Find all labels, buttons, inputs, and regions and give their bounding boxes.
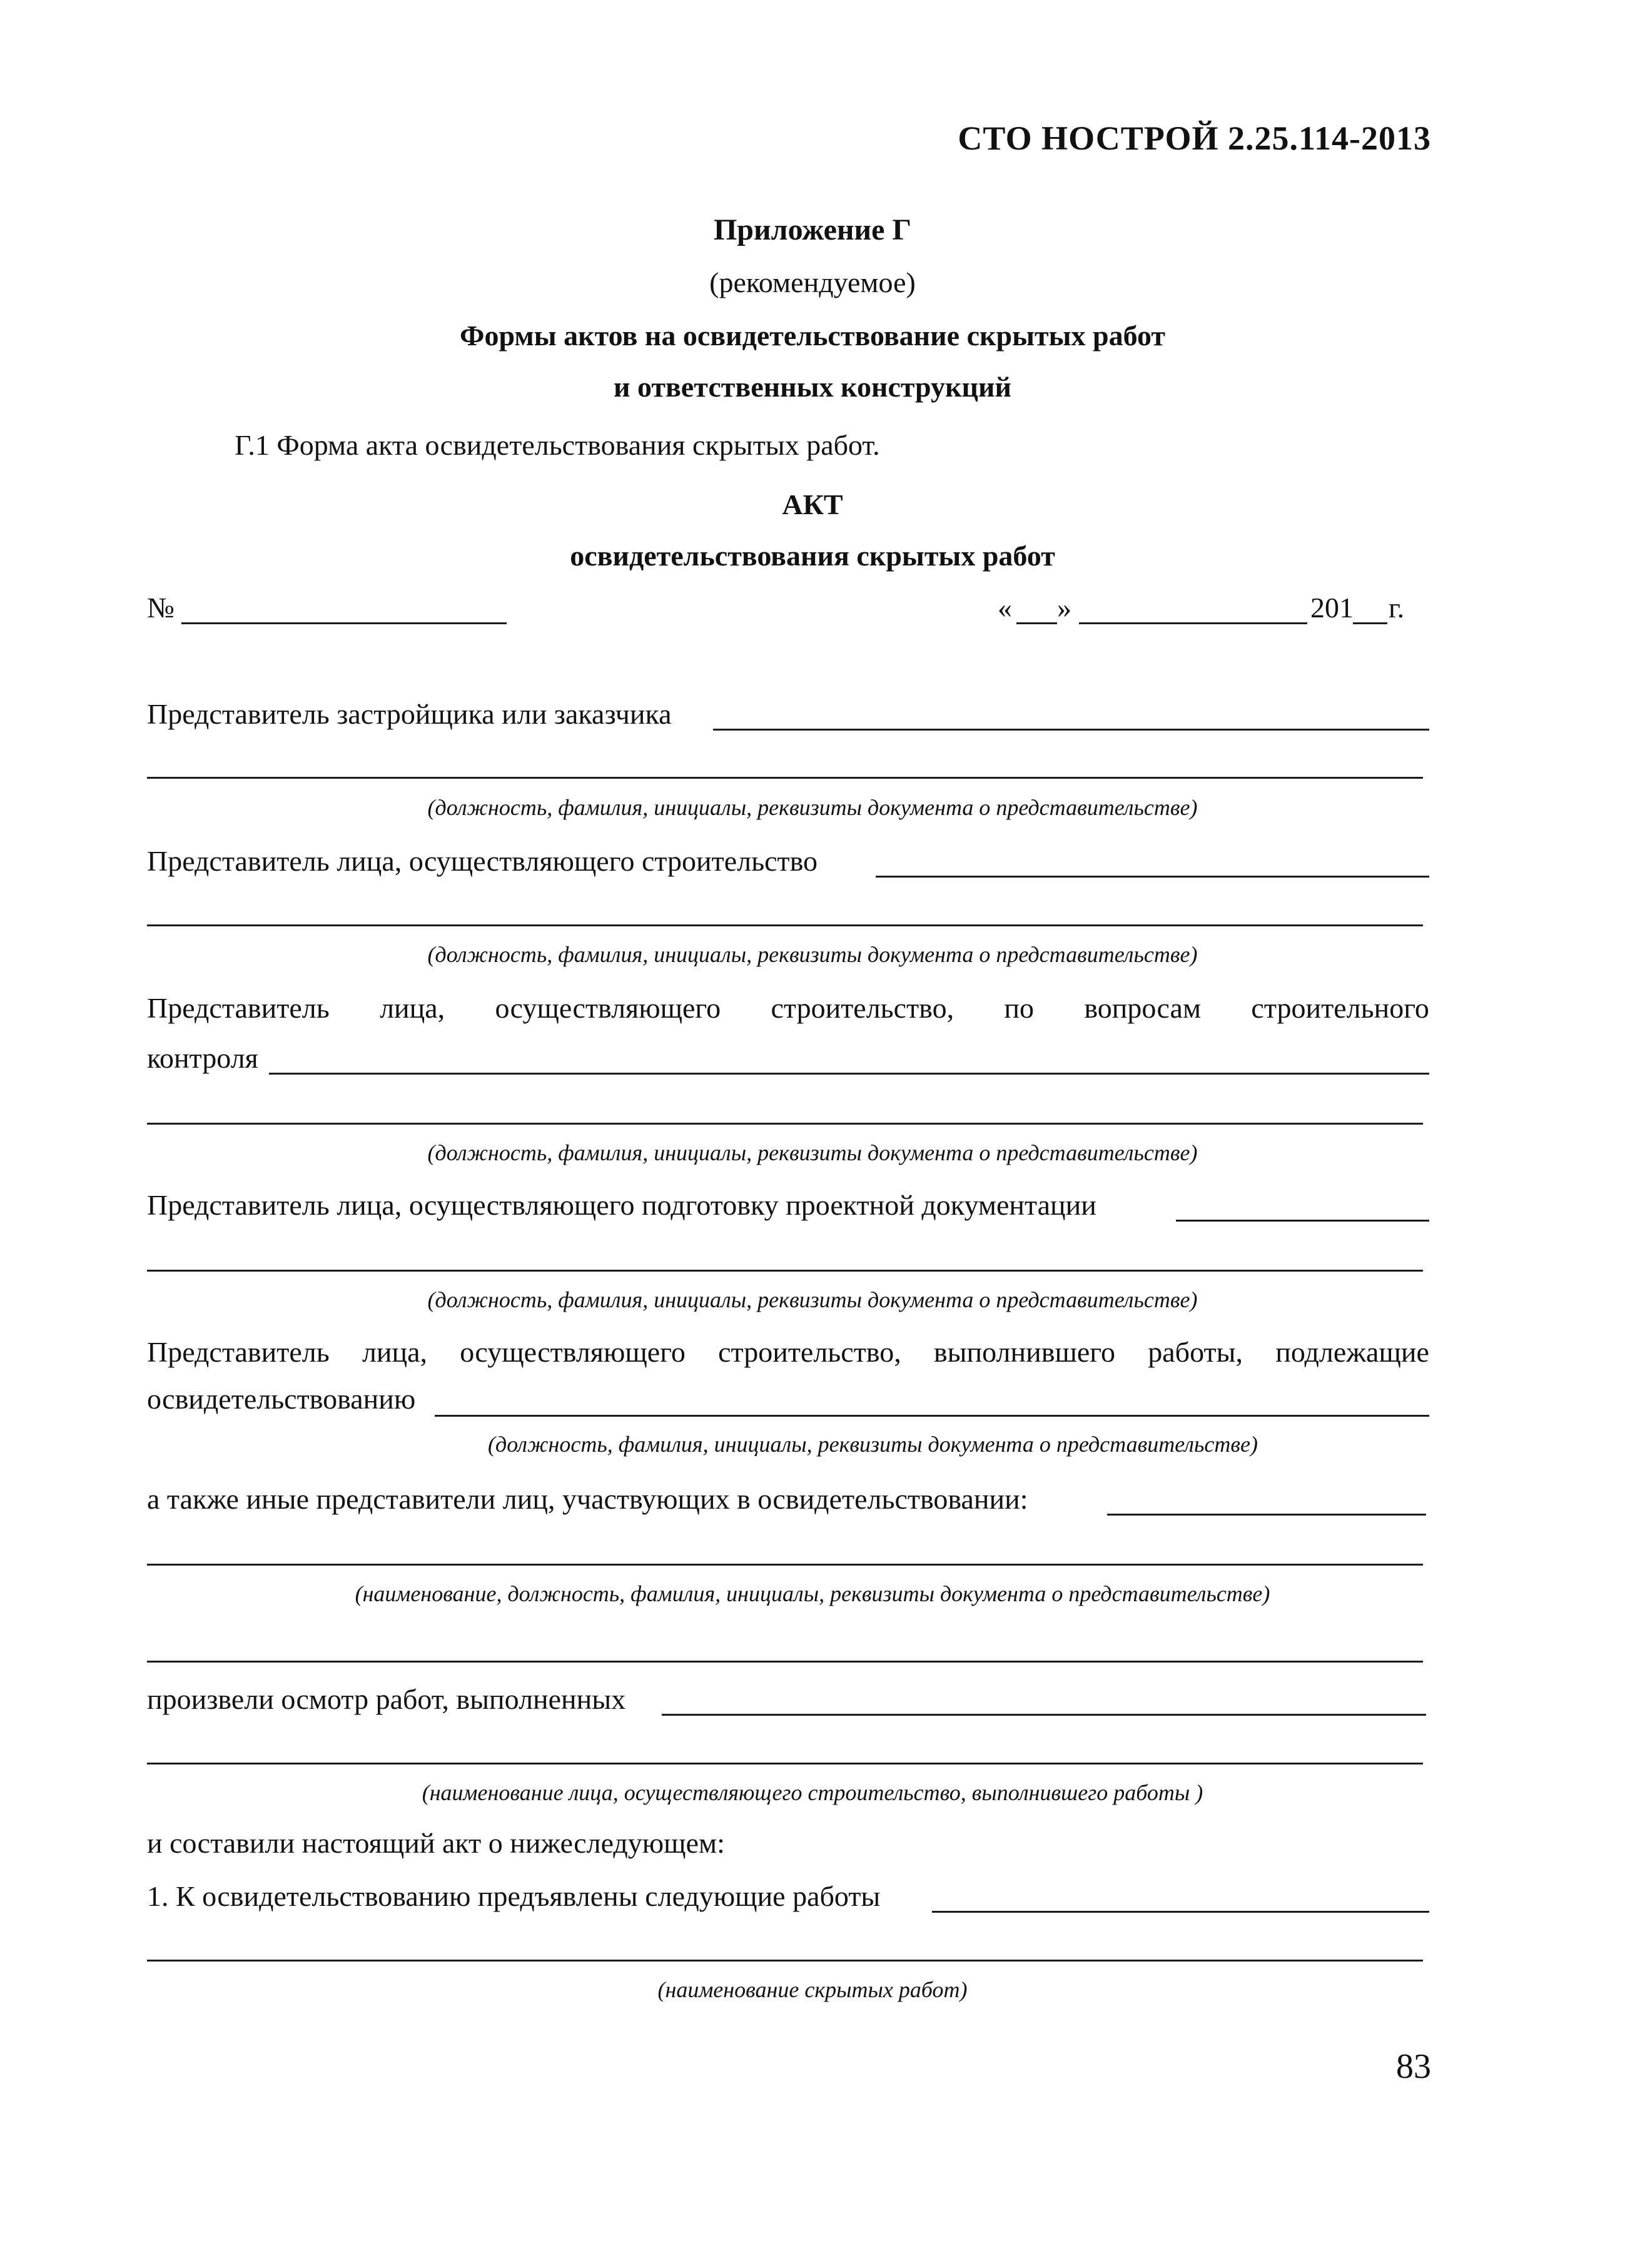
date-year-prefix: 201 [1310,592,1354,624]
performer-rep-label-line1 [147,1335,1429,1369]
control-rep-field-2[interactable] [147,1123,1423,1125]
date-open-quote: « [998,592,1012,624]
word: Представитель [147,992,330,1024]
act-subtitle: освидетельствования скрытых работ [570,540,1055,572]
act-number-field[interactable] [181,622,507,624]
appendix-status: (рекомендуемое) [709,266,916,298]
builder-rep-field[interactable] [876,876,1429,878]
performer-rep-note: (должность, фамилия, инициалы, реквизиты документа о представительстве) [488,1432,1258,1457]
page-number: 83 [1396,2047,1431,2086]
word: осуществляющего [460,1336,686,1368]
date-month-field[interactable] [1079,622,1307,624]
word: работы, [1148,1336,1243,1368]
developer-rep-field-2[interactable] [147,777,1423,779]
builder-rep-field-2[interactable] [147,924,1423,926]
word: строительство, [718,1336,901,1368]
control-rep-note: (должность, фамилия, инициалы, реквизиты документа о представительстве) [427,1140,1198,1165]
forms-title-line2: и ответственных конструкций [613,371,1012,403]
inspection-label: произвели осмотр работ, выполненных [147,1683,626,1715]
clause-text: Г.1 Форма акта освидетельствования скрытых работ. [235,429,880,461]
control-rep-label-line1 [147,991,1429,1025]
performer-name-note: (наименование лица, осуществляющего строительство, выполнившего работы ) [422,1780,1203,1805]
item1-field[interactable] [932,1911,1429,1913]
developer-rep-note: (должность, фамилия, инициалы, реквизиты документа о представительстве) [427,795,1198,820]
word: Представитель [147,1336,330,1368]
date-year-field[interactable] [1353,622,1387,624]
word: по [1004,992,1035,1024]
standard-code: СТО НОСТРОЙ 2.25.114-2013 [958,119,1431,157]
word: лица, [362,1336,428,1368]
design-rep-field-2[interactable] [147,1270,1423,1272]
builder-rep-label: Представитель лица, осуществляющего строительство [147,845,818,877]
item1-label: 1. К освидетельствованию предъявлены следующие работы [147,1880,881,1912]
others-rep-field[interactable] [1107,1514,1426,1516]
hidden-works-note: (наименование скрытых работ) [657,1977,968,2002]
word: строительного [1251,992,1429,1024]
developer-rep-label: Представитель застройщика или заказчика [147,698,672,730]
word: вопросам [1084,992,1202,1024]
control-rep-label-line2: контроля [147,1042,258,1074]
item1-field-2[interactable] [147,1960,1423,1962]
others-rep-field-2[interactable] [147,1564,1423,1566]
word: выполнившего [933,1336,1116,1368]
developer-rep-field[interactable] [713,729,1429,731]
appendix-title: Приложение Г [713,213,912,246]
word: строительство, [771,992,954,1024]
others-rep-note: (наименование, должность, фамилия, инициалы, реквизиты документа о представительстве) [355,1581,1270,1606]
inspection-field-2[interactable] [147,1763,1423,1764]
builder-rep-note: (должность, фамилия, инициалы, реквизиты документа о представительстве) [427,942,1198,967]
act-title: АКТ [782,489,843,520]
act-number-label: № [147,592,175,624]
word: осуществляющего [495,992,721,1024]
performer-rep-label-line2: освидетельствованию [147,1383,416,1415]
inspection-field[interactable] [662,1714,1426,1716]
date-day-field[interactable] [1016,622,1057,624]
others-rep-label: а также иные представители лиц, участвующих в освидетельствовании: [147,1483,1028,1515]
word: подлежащие [1275,1336,1429,1368]
design-rep-field[interactable] [1176,1220,1429,1222]
compiled-text: и составили настоящий акт о нижеследующем: [147,1827,725,1859]
forms-title-line1: Формы актов на освидетельствование скрытых работ [460,320,1165,352]
date-year-suffix: г. [1389,592,1405,624]
control-rep-field[interactable] [269,1073,1429,1075]
design-rep-note: (должность, фамилия, инициалы, реквизиты документа о представительстве) [427,1287,1198,1312]
design-rep-label: Представитель лица, осуществляющего подготовку проектной документации [147,1189,1096,1221]
others-rep-field-3[interactable] [147,1661,1423,1663]
date-close-quote: » [1057,592,1071,624]
word: лица, [380,992,445,1024]
performer-rep-field[interactable] [435,1415,1429,1417]
